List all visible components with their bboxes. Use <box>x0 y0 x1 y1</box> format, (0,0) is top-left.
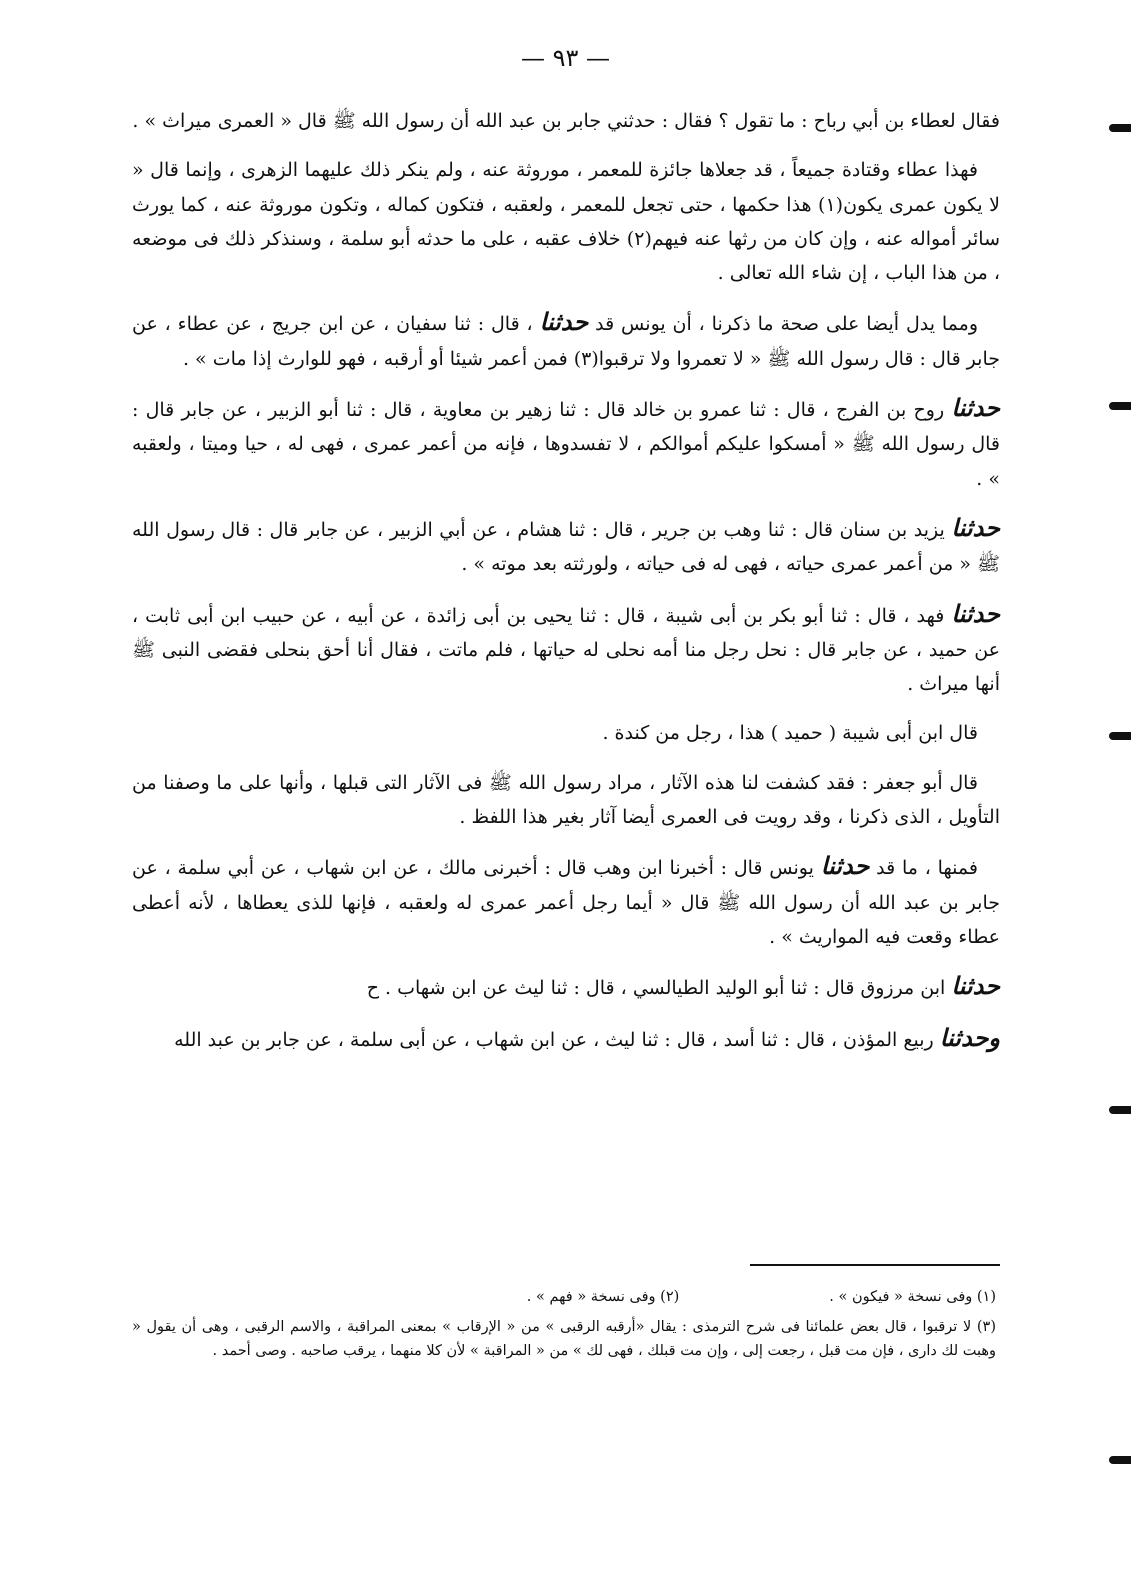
paragraph-7-text: قال ابن أبى شيبة ( حميد ) هذا ، رجل من كندة . <box>602 722 978 745</box>
paragraph-1 <box>132 104 1000 138</box>
paragraph-5 <box>132 511 1000 582</box>
footnote-3-text: (٣) لا ترقبوا ، قال بعض علمائنا فى شرح الترمذى : يقال «أرقبه الرقبى » من « الإرقاب » بمعنى المراقبة ، والاسم الرقبى ، وهى أن يقول « وهبت لك دارى ، فإن مت قبل ، رجعت إلى ، وإن مت قبلك ، فهى لك » من « المراقبة » لأن كلا منهما ، يرقب صاحبه . وصى أحمد . <box>132 1319 996 1359</box>
paragraph-2-text: فهذا عطاء وقتادة جميعاً ، قد جعلاها جائزة للمعمر ، موروثة عنه ، ولم ينكر ذلك عليهما الزهرى ، وإنما قال « لا يكون عمرى يكون(١) هذا حكمها ، حتى تجعل للمعمر ، ولعقبه ، فتكون كماله ، وتكون موروثة عنه ، كما يورث سائر أمواله عنه ، وإن كان من رثها عنه فيهم(٢) خلاف عقبه ، على ما حدثه أبو سلمة ، وسنذكر ذلك فى موضعه ، من هذا الباب ، إن شاء الله تعالى . <box>132 159 1000 285</box>
haddathana-keyword: حدثنا <box>951 971 1000 1001</box>
margin-mark <box>1109 1456 1131 1464</box>
paragraph-4 <box>132 391 1000 496</box>
haddathana-keyword: حدثنا <box>939 1022 989 1052</box>
footnote-1: (١) وفى نسخة « فيكون » . <box>829 1289 996 1305</box>
main-text <box>132 104 1000 1072</box>
paragraph-3-pre: ومما يدل أيضا على صحة ما ذكرنا ، أن يونس قد <box>595 313 979 336</box>
margin-mark <box>1109 402 1131 410</box>
footnote-3 <box>132 1315 1000 1363</box>
haddathana-prefix: و <box>988 1022 1000 1052</box>
paragraph-10 <box>132 969 1000 1005</box>
page-number: — ٩٣ — <box>520 44 611 72</box>
paragraph-7 <box>132 716 1000 750</box>
paragraph-8 <box>132 766 1000 835</box>
paragraph-1-text: فقال لعطاء بن أبي رباح : ما تقول ؟ فقال : حدثني جابر بن عبد الله أن رسول الله ﷺ قال « العمرى ميراث » . <box>132 110 1000 132</box>
haddathana-keyword: حدثنا <box>820 851 870 881</box>
paragraph-6 <box>132 597 1000 702</box>
haddathana-keyword: حدثنا <box>951 512 1000 542</box>
paragraph-10-text: ابن مرزوق قال : ثنا أبو الوليد الطيالسي ، قال : ثنا ليث عن ابن شهاب . ح <box>366 977 946 1000</box>
paragraph-11 <box>132 1021 1000 1057</box>
paragraph-3 <box>132 305 1000 376</box>
margin-mark <box>1109 124 1131 132</box>
footnote-row <box>132 1285 1000 1309</box>
footnote-2: (٢) وفى نسخة « فهم » . <box>526 1289 680 1305</box>
haddathana-keyword: حدثنا <box>539 307 589 337</box>
paragraph-11-text: ربيع المؤذن ، قال : ثنا أسد ، قال : ثنا ليث ، عن ابن شهاب ، عن أبى سلمة ، عن جابر بن عبد الله <box>174 1028 934 1051</box>
paragraph-4-text: روح بن الفرج ، قال : ثنا عمرو بن خالد قال : ثنا زهير بن معاوية ، قال : ثنا أبو الزبير ، عن جابر قال : قال رسول الله ﷺ « أمسكوا عليكم أموالكم ، لا تفسدوها ، فإنه من أعمر عمرى ، فهى له ، حيا وميتا ، ولعقبه » . <box>132 399 1000 490</box>
paragraph-9-post: يونس قال : أخبرنا ابن وهب قال : أخبرنى مالك ، عن ابن شهاب ، عن أبي سلمة ، عن جابر بن عبد الله أن رسول الله ﷺ قال « أيما رجل أعمر عمرى له ولعقبه ، فإنها للذى يعطاها ، لأنه أعطى عطاء وقعت فيه المواريث » . <box>132 857 1000 948</box>
haddathana-keyword: حدثنا <box>951 598 1000 628</box>
footnotes <box>132 1285 1000 1363</box>
paragraph-8-text: قال أبو جعفر : فقد كشفت لنا هذه الآثار ، مراد رسول الله ﷺ فى الآثار التى قبلها ، وأنها على ما وصفنا من التأويل ، الذى ذكرنا ، وقد رويت فى العمرى أيضا آثار بغير هذا اللفظ . <box>132 771 1000 829</box>
margin-mark <box>1109 732 1131 740</box>
paragraph-2 <box>132 153 1000 290</box>
paragraph-9-pre: فمنها ، ما قد <box>876 857 978 880</box>
paragraph-9 <box>132 849 1000 954</box>
footnote-divider <box>750 1264 1000 1266</box>
paragraph-6-text: فهد ، قال : ثنا أبو بكر بن أبى شيبة ، قال : ثنا يحيى بن أبى زائدة ، عن أبيه ، عن حبيب ابن أبى ثابت ، عن حميد ، عن جابر قال : نحل رجل منا أمه نحلى له حياتها ، فلم ماتت ، فقال أنا أحق بنحلى فقضى النبى ﷺ أنها ميراث . <box>132 604 1000 696</box>
paragraph-3-post: ، قال : ثنا سفيان ، عن ابن جريج ، عن عطاء ، عن جابر قال : قال رسول الله ﷺ « لا تعمروا ولا ترقبوا(٣) فمن أعمر شيئا أو أرقبه ، فهو للوارث إذا مات » . <box>132 313 1000 370</box>
paragraph-5-text: يزيد بن سنان قال : ثنا وهب بن جرير ، قال : ثنا هشام ، عن أبي الزبير ، عن جابر قال : قال رسول الله ﷺ « من أعمر عمرى حياته ، فهى له فى حياته ، ولورثته بعد موته » . <box>132 518 1000 576</box>
haddathana-keyword: حدثنا <box>951 393 1000 423</box>
margin-mark <box>1109 1106 1131 1114</box>
